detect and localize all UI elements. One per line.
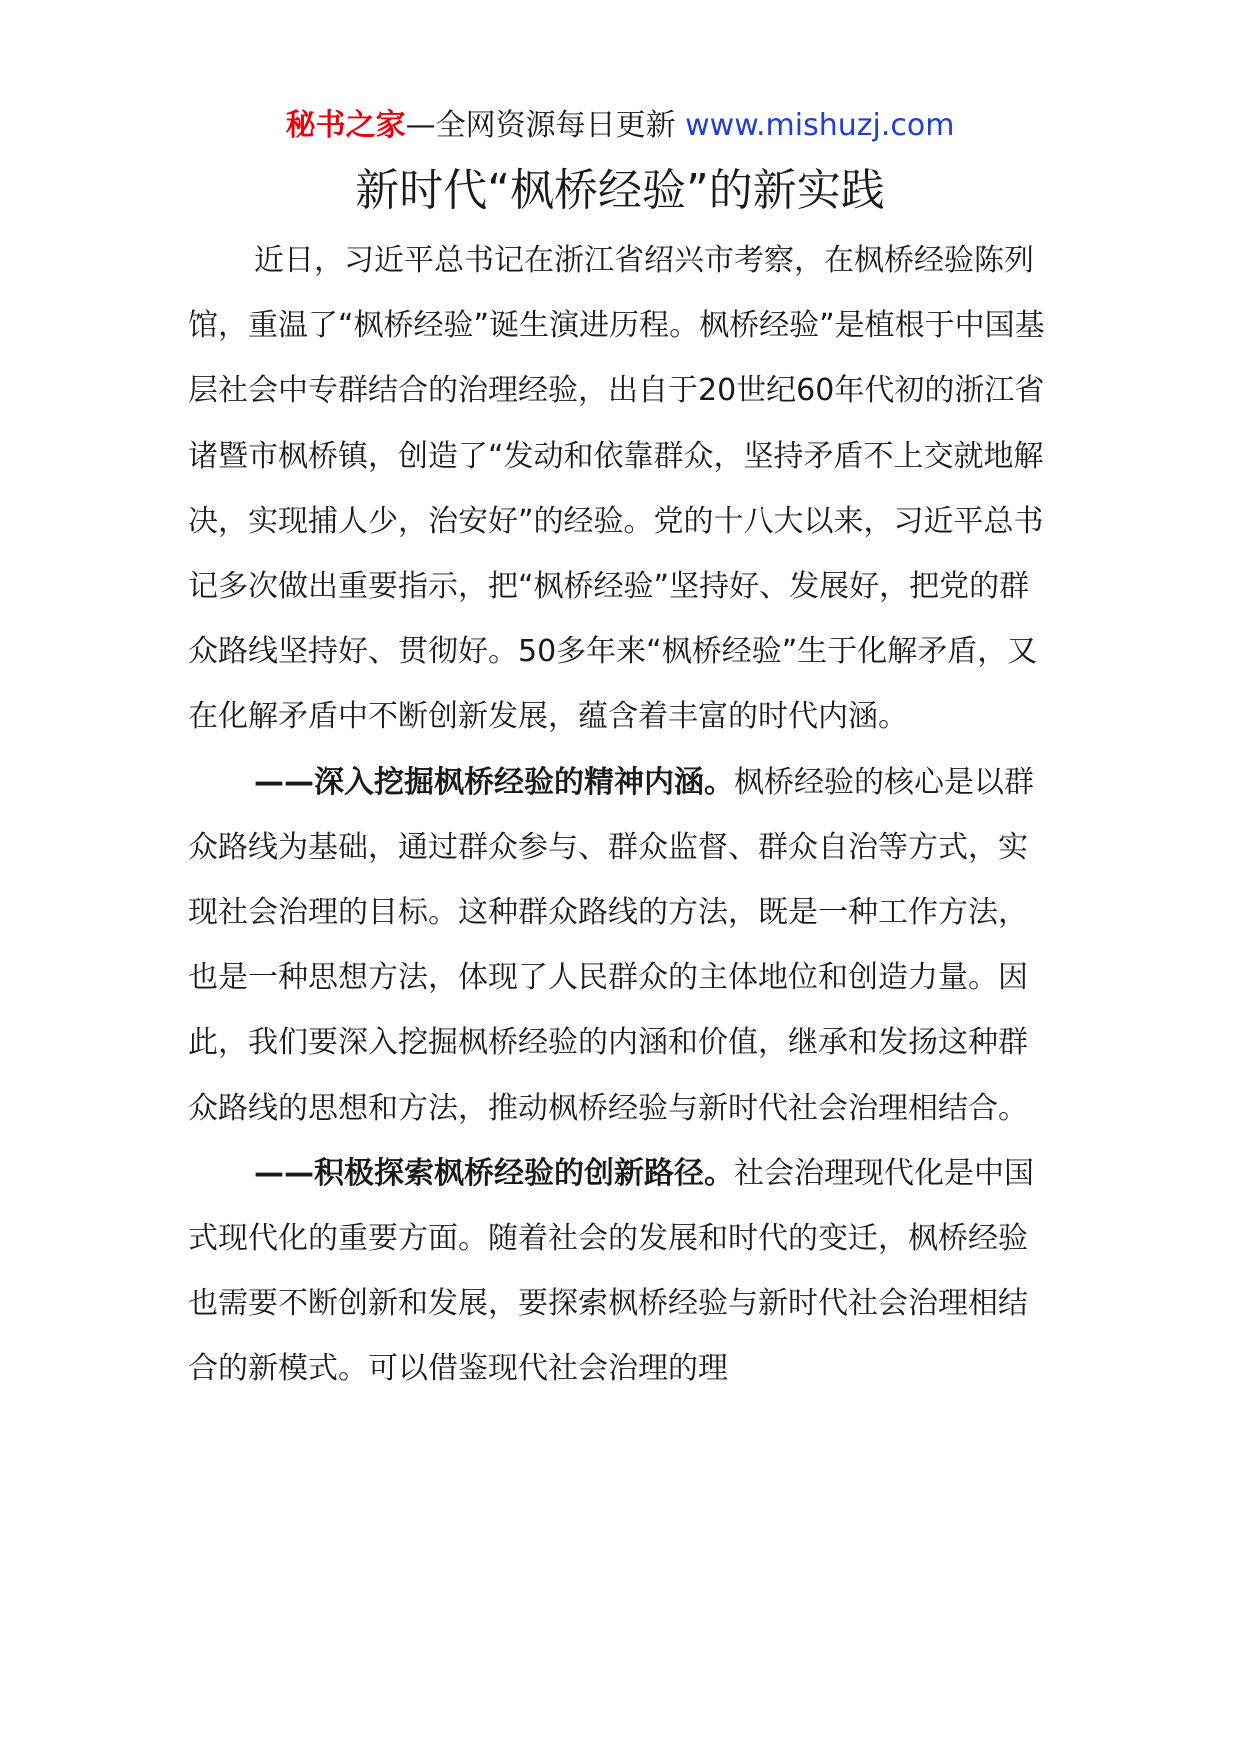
paragraph-2 xyxy=(188,750,1056,1141)
site-url-link[interactable]: www.mishuzj.com xyxy=(685,108,955,143)
paragraph-text: 枫桥经验的核心是以群众路线为基础，通过群众参与、群众监督、群众自治等方式，实现社会治理的目标。这种群众路线的方法，既是一种工作方法，也是一种思想方法，体现了人民群众的主体地位和创造力量。因此，我们要深入挖掘枫桥经验的内涵和价值，继承和发扬这种群众路线的思想和方法，推动枫桥经验与新时代社会治理相结合。 xyxy=(188,764,1034,1126)
paragraph-text: 近日，习近平总书记在浙江省绍兴市考察，在枫桥经验陈列馆，重温了“枫桥经验”诞生演进历程。枫桥经验”是植根于中国基层社会中专群结合的治理经验，出自于20世纪60年代初的浙江省诸暨市枫桥镇，创造了“发动和依靠群众，坚持矛盾不上交就地解决，实现捕人少，治安好”的经验。党的十八大以来，习近平总书记多次做出重要指示，把“枫桥经验”坚持好、发展好，把党的群众路线坚持好、贯彻好。50多年来“枫桥经验”生于化解矛盾，又在化解矛盾中不断创新发展，蕴含着丰富的时代内涵。 xyxy=(188,243,1045,735)
paragraph-3 xyxy=(188,1141,1056,1402)
paragraph-lead: ——积极探索枫桥经验的创新路径。 xyxy=(254,1155,734,1191)
paragraph-1 xyxy=(188,228,1056,750)
article-body xyxy=(188,228,1056,1402)
site-header xyxy=(0,104,1240,148)
article-title: 新时代“枫桥经验”的新实践 xyxy=(355,165,885,216)
site-tagline: —全网资源每日更新 xyxy=(405,108,686,143)
site-brand: 秘书之家 xyxy=(285,108,406,143)
paragraph-lead: ——深入挖掘枫桥经验的精神内涵。 xyxy=(254,764,734,800)
paragraph-text: 社会治理现代化是中国式现代化的重要方面。随着社会的发展和时代的变迁，枫桥经验也需要不断创新和发展，要探索枫桥经验与新时代社会治理相结合的新模式。可以借鉴现代社会治理的理 xyxy=(188,1155,1034,1387)
